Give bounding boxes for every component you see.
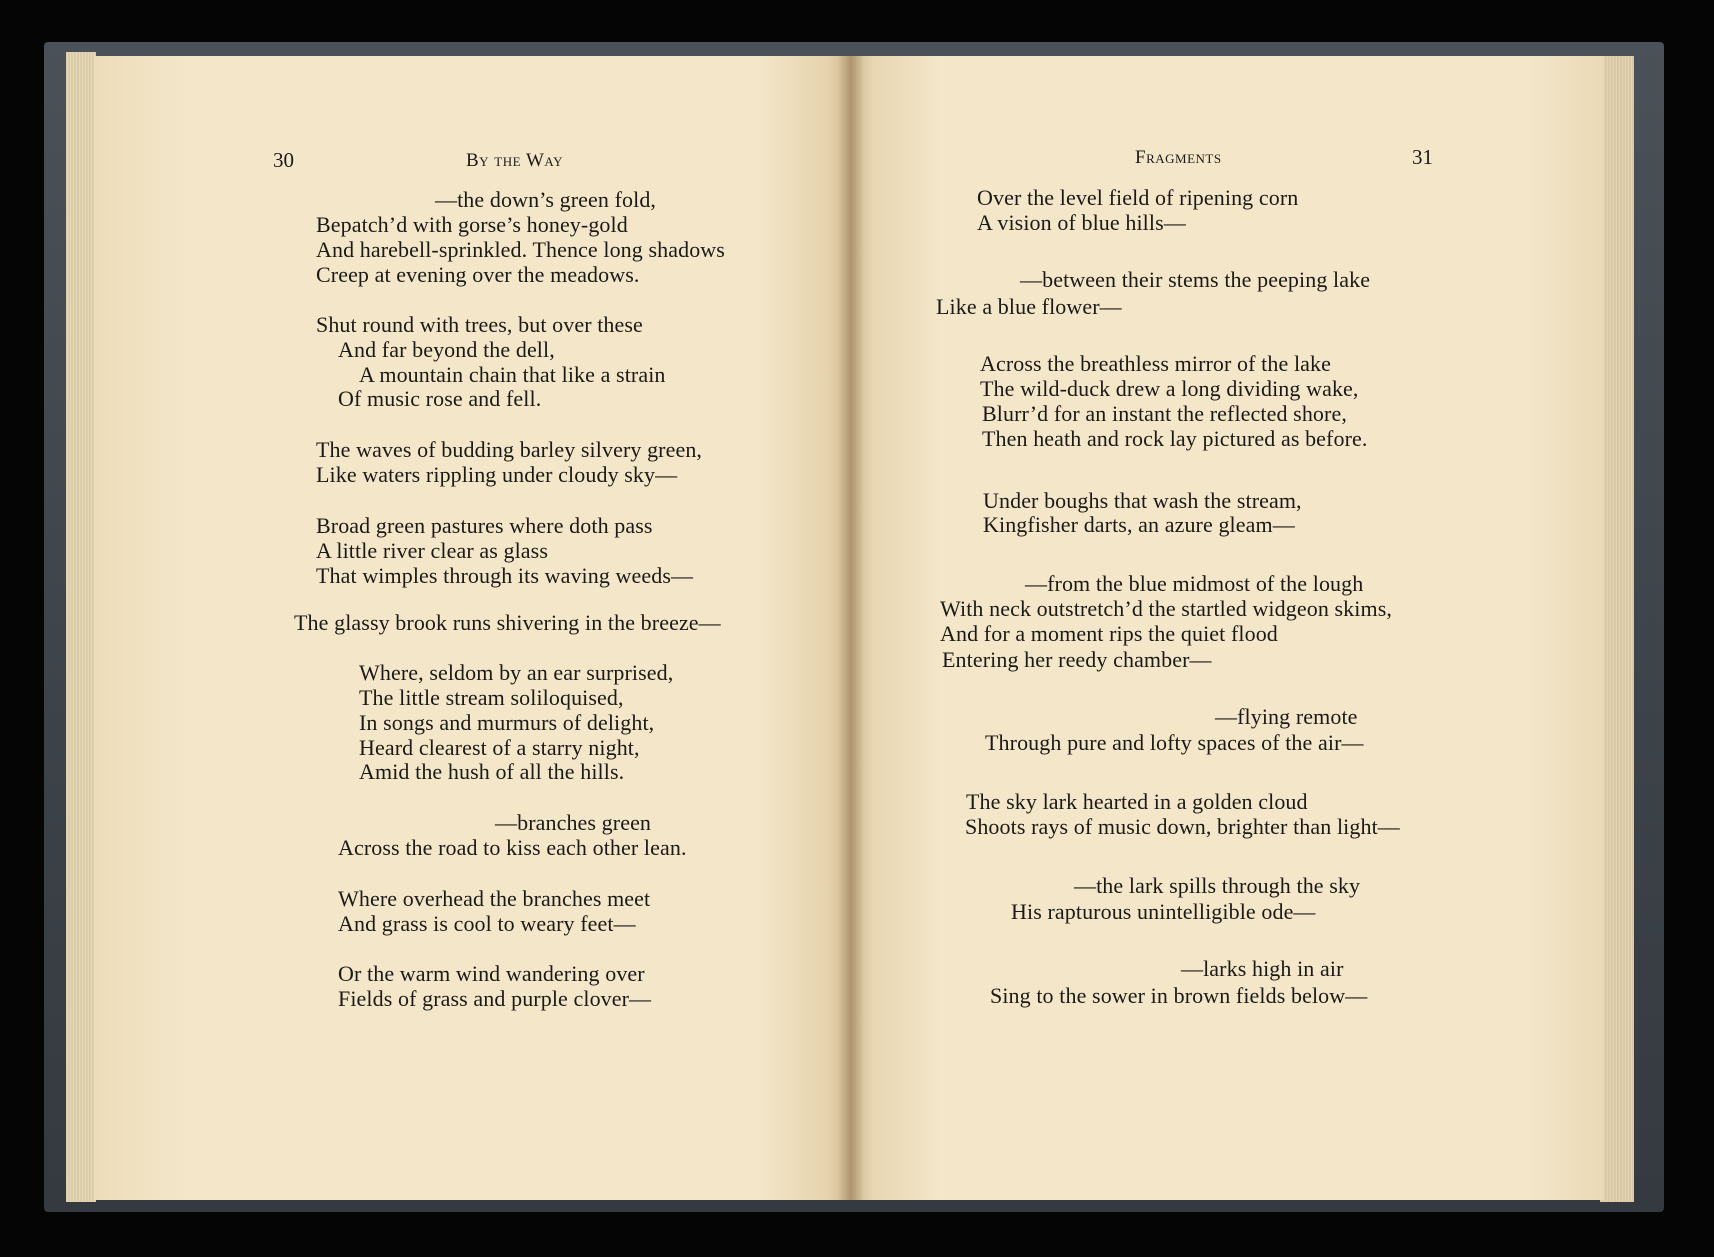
- right-page-number: 31: [1412, 145, 1433, 169]
- verse-line: —branches green: [495, 810, 652, 835]
- verse-line: And harebell-sprinkled. Thence long shadows: [316, 237, 725, 262]
- verse-line: Shoots rays of music down, brighter than light—: [965, 814, 1400, 839]
- left-running-head: By the Way: [466, 150, 564, 171]
- verse-line: Sing to the sower in brown fields below—: [990, 983, 1368, 1008]
- verse-line: And far beyond the dell,: [338, 337, 555, 362]
- verse-line: The sky lark hearted in a golden cloud: [966, 789, 1308, 814]
- verse-line: Blurr’d for an instant the reflected shore,: [982, 401, 1347, 426]
- verse-line: Over the level field of ripening corn: [977, 185, 1299, 210]
- verse-line: —the lark spills through the sky: [1074, 873, 1361, 898]
- verse-line: Broad green pastures where doth pass: [316, 513, 653, 538]
- verse-line: The glassy brook runs shivering in the breeze—: [294, 610, 721, 635]
- verse-line: Of music rose and fell.: [338, 386, 542, 411]
- book-gutter: [838, 56, 864, 1200]
- verse-line: A mountain chain that like a strain: [359, 362, 666, 387]
- verse-line: Creep at evening over the meadows.: [316, 262, 640, 287]
- verse-line: His rapturous unintelligible ode—: [1011, 899, 1316, 924]
- verse-line: Amid the hush of all the hills.: [359, 759, 625, 784]
- verse-line: —from the blue midmost of the lough: [1025, 571, 1364, 596]
- verse-line: Entering her reedy chamber—: [942, 647, 1212, 672]
- verse-line: Under boughs that wash the stream,: [983, 488, 1302, 513]
- verse-line: A vision of blue hills—: [977, 210, 1186, 235]
- verse-line: That wimples through its waving weeds—: [316, 563, 694, 588]
- page-edges-right: [1600, 56, 1634, 1202]
- verse-line: Where, seldom by an ear surprised,: [359, 660, 674, 685]
- verse-line: —flying remote: [1215, 704, 1358, 729]
- left-page-number: 30: [273, 148, 294, 172]
- verse-line: Shut round with trees, but over these: [316, 312, 643, 337]
- verse-line: Or the warm wind wandering over: [338, 961, 645, 986]
- verse-line: —larks high in air: [1181, 956, 1344, 981]
- verse-line: The wild-duck drew a long dividing wake,: [980, 376, 1359, 401]
- right-running-head: Fragments: [1135, 147, 1222, 168]
- verse-line: Heard clearest of a starry night,: [359, 735, 640, 760]
- verse-line: —between their stems the peeping lake: [1020, 267, 1371, 292]
- verse-line: The little stream soliloquised,: [359, 685, 624, 710]
- verse-line: Bepatch’d with gorse’s honey-gold: [316, 212, 628, 237]
- verse-line: Like waters rippling under cloudy sky—: [316, 462, 678, 487]
- verse-line: Across the road to kiss each other lean.: [338, 835, 687, 860]
- verse-line: And grass is cool to weary feet—: [338, 911, 636, 936]
- verse-line: Across the breathless mirror of the lake: [980, 351, 1331, 376]
- page-edges-left: [66, 52, 96, 1202]
- verse-line: Where overhead the branches meet: [338, 886, 651, 911]
- verse-line: With neck outstretch’d the startled widgeon skims,: [940, 596, 1392, 621]
- verse-line: Like a blue flower—: [936, 294, 1122, 319]
- verse-line: —the down’s green fold,: [435, 187, 657, 212]
- verse-line: Fields of grass and purple clover—: [338, 986, 652, 1011]
- verse-line: Kingfisher darts, an azure gleam—: [983, 512, 1295, 537]
- verse-line: A little river clear as glass: [316, 538, 548, 563]
- verse-line: Then heath and rock lay pictured as before.: [982, 426, 1368, 451]
- verse-line: In songs and murmurs of delight,: [359, 710, 655, 735]
- verse-line: Through pure and lofty spaces of the air—: [985, 730, 1364, 755]
- verse-line: The waves of budding barley silvery green,: [316, 437, 703, 462]
- verse-line: And for a moment rips the quiet flood: [940, 621, 1278, 646]
